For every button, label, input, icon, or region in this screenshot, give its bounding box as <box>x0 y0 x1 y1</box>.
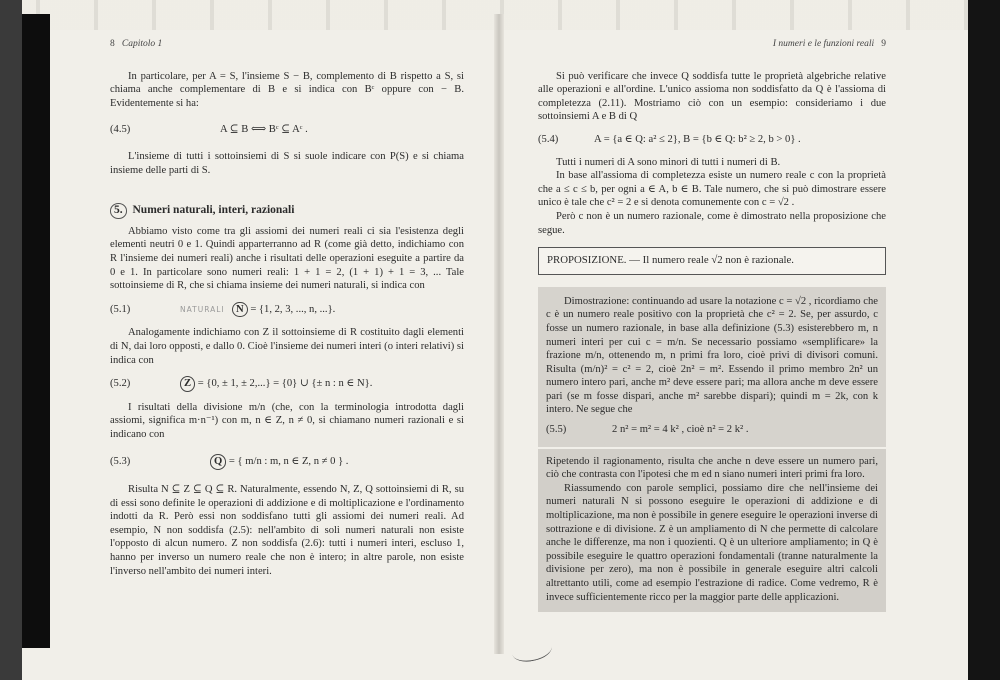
right-page <box>538 38 886 612</box>
equation-body: Z = {0, ± 1, ± 2,...} = {0} ∪ {± n : n ∈ N}. <box>180 376 464 392</box>
chapter-title: Capitolo 1 <box>121 39 163 49</box>
paragraph: Dimostrazione: continuando ad usare la notazione c = √2 , ricordiamo che c è un numero reale positivo con la proprietà che c² = 2. Se, per assurdo, c fosse un numero razionale, in base alla definizione (5.3) esisterebbero m, n numeri interi per cui c = m/n. Se necessario possiamo «semplificare» la frazione m/n, ottenendo m, n primi fra loro, cioè privi di divisori comuni. Risulta (m/n)² = c² = 2, cioè 2n² = m². Essendo il primo membro 2n² un numero intero pari, anche m² deve essere pari; ma allora anche m deve essere pari (se m fosse dispari, anche m² sarebbe dispari); quindi m = 2k, con k intero. Ne segue che <box>546 295 878 416</box>
equation-5-2 <box>110 376 464 392</box>
binding-edge <box>22 14 50 648</box>
paragraph: Risulta N ⊆ Z ⊆ Q ⊆ R. Naturalmente, essendo N, Z, Q sottoinsiemi di R, su di essi sono definite le operazioni di addizione e di moltiplicazione e l'ordinamento indotti da R. Però essi non soddisfano tutti gli assiomi dei numeri reali. Ad esempio, N non soddisfa (2.5): nell'ambito di soli numeri naturali non esiste l'opposto di alcun numero. Z non soddisfa (2.6): tutti i numeri interi, escluso 1, hanno per inverso un numero reale che non è intero; in altre parole, non esiste l'inverso nell'ambito dei numeri interi. <box>110 484 464 577</box>
paragraph: Però c non è un numero razionale, come è dimostrato nella proposizione che segue. <box>538 210 886 236</box>
paragraph: Ripetendo il ragionamento, risulta che anche n deve essere un numero pari, ciò che contrasta con l'ipotesi che m ed n siano numeri interi primi fra loro. <box>546 455 878 481</box>
paragraph: In particolare, per A = S, l'insieme S − B, complemento di B rispetto a S, si chiama anche complementare di B e si indica con Bᶜ oppure con − B. Evidentemente si ha: <box>110 70 464 109</box>
equation-number: (5.5) <box>546 424 567 436</box>
equation-body: Q = { m/n : m, n ∈ Z, n ≠ 0 } . <box>180 454 464 470</box>
equation-number: (5.2) <box>110 378 131 390</box>
equation-5-3 <box>110 454 464 470</box>
circled-symbol: N <box>232 302 248 318</box>
proposition-box: PROPOSIZIONE. — Il numero reale √2 non è razionale. <box>538 247 886 275</box>
equation-body: A ⊆ B ⟺ Bᶜ ⊆ Aᶜ . <box>220 124 308 136</box>
equation-body: A = {a ∈ Q: a² ≤ 2}, B = {b ∈ Q: b² ≥ 2, b > 0} . <box>594 133 801 145</box>
left-page <box>110 38 464 578</box>
equation-5-4 <box>538 133 886 147</box>
paragraph: Abbiamo visto come tra gli assiomi dei numeri reali ci sia l'esistenza degli elementi neutri 0 e 1. Quindi apparterranno ad R (come già detto, indichiamo con R l'insieme dei numeri reali) anche i risultati delle operazioni eseguite a partire da 0 e 1. In particolare sono numeri reali: 1 + 1 = 2, (1 + 1) + 1 = 3, ... Tale sottoinsieme di R, che si chiama insieme dei numeri naturali, si indica con <box>110 225 464 292</box>
circled-symbol: Z <box>180 376 195 392</box>
equation-5-5 <box>546 417 878 443</box>
proof-block <box>538 287 886 447</box>
paragraph: Analogamente indichiamo con Z il sottoinsieme di R costituito dagli elementi di N, dai loro opposti, e dallo 0. Cioè l'insieme dei numeri interi (o interi relativi) si indica con <box>110 327 464 366</box>
page-number: 8 <box>110 39 115 49</box>
equation-5-1 <box>110 302 464 318</box>
equation-body: 2 n² = m² = 4 k² , cioè n² = 2 k² . <box>612 424 749 436</box>
section-title: Numeri naturali, interi, razionali <box>132 204 295 217</box>
paragraph: I risultati della divisione m/n (che, con la terminologia introdotta dagli assiomi, significa m·n⁻¹) con m, n ∈ Z, n ≠ 0, si chiamano numeri razionali e si indicano con <box>110 401 464 440</box>
paragraph: In base all'assioma di completezza esiste un numero reale c con la proprietà che a ≤ c ≤ b, per ogni a ∈ A, b ∈ B. Tale numero, che si può dimostrare essere unico è tale che c² = 2 e si denota comunemente con c = √2 . <box>538 170 886 209</box>
paragraph: Riassumendo con parole semplici, possiamo dire che nell'insieme dei numeri naturali N si possono eseguire le operazioni di addizione e di moltiplicazione, ma non è possibile in genere eseguire le operazioni inverse di sottrazione e di divisione. Z è un ampliamento di N che permette di calcolare anche le differenze, ma non i quozienti. Q è un ulteriore ampliamento; in Q è possibile eseguire le quattro operazioni fondamentali (tranne naturalmente la divisione per zero), ma non è possibile in generale eseguire altri calcoli altrettanto utili, come ad esempio l'estrazione di radice. Come vedremo, R è invece sufficientemente ricco per la maggior parte delle applicazioni. <box>546 482 878 603</box>
running-head-right <box>538 38 886 52</box>
book-gutter <box>494 14 504 654</box>
paragraph: Tutti i numeri di A sono minori di tutti i numeri di B. <box>556 156 781 168</box>
running-head-left <box>110 38 464 52</box>
equation-number: (5.1) <box>110 303 131 315</box>
chapter-title: I numeri e le funzioni reali <box>772 39 875 49</box>
section-heading <box>110 203 464 219</box>
equation-body: N = {1, 2, 3, ..., n, ...}. <box>232 302 464 318</box>
equation-number: (5.3) <box>110 456 131 468</box>
section-number: 5. <box>110 203 127 219</box>
circled-symbol: Q <box>210 454 226 470</box>
equation-number: (4.5) <box>110 124 131 136</box>
paragraph: L'insieme di tutti i sottoinsiemi di S si suole indicare con P(S) e si chiama insieme delle parti di S. <box>110 150 464 176</box>
page-number: 9 <box>881 39 886 49</box>
summary-block <box>538 449 886 613</box>
handwritten-note: NATURALI <box>180 304 225 314</box>
equation-number: (5.4) <box>538 133 559 145</box>
equation-4-5 <box>110 123 464 137</box>
paragraph: Si può verificare che invece Q soddisfa tutte le proprietà algebriche relative alle operazioni e all'ordine. L'unico assioma non soddisfatto da Q è l'assioma di completezza (2.11). Mostriamo ciò con un esempio: consideriamo i due sottoinsiemi A e B di Q <box>538 70 886 123</box>
scan-border <box>968 0 1000 680</box>
